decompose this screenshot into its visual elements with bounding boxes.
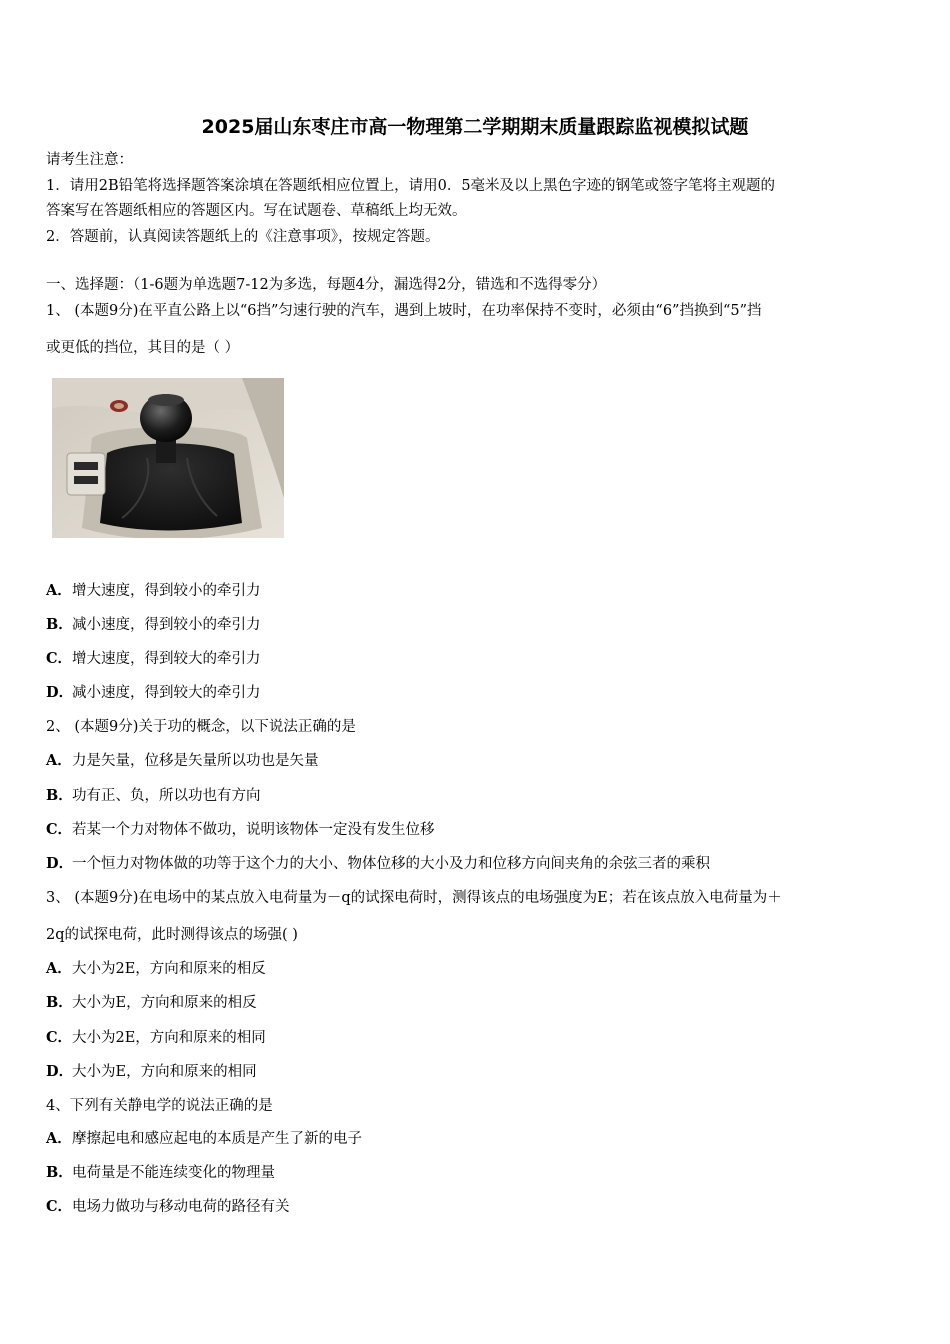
option-text: 大小为2E，方向和原来的相反 (72, 961, 266, 977)
q2-stem: 2、 (本题9分)关于功的概念，以下说法正确的是 (46, 719, 356, 735)
q3-stem-line-1: 3、 (本题9分)在电场中的某点放入电荷量为－q的试探电荷时，测得该点的电场强度为E；若在该点放入电荷量为＋ (46, 890, 782, 906)
q4-option-c (46, 1197, 290, 1217)
option-letter: B． (46, 1164, 73, 1181)
option-text: 大小为E，方向和原来的相反 (72, 995, 257, 1011)
option-letter: B． (46, 616, 73, 633)
option-letter: C． (46, 821, 73, 838)
option-letter: A． (46, 752, 72, 769)
section-header: 一、选择题：（1-6题为单选题7-12为多选，每题4分，漏选得2分，错选和不选得零分） (46, 277, 607, 293)
option-text: 电场力做功与移动电荷的路径有关 (72, 1199, 290, 1215)
q1-option-c (46, 649, 261, 669)
q1-stem-line-2: 或更低的挡位，其目的是（ ） (46, 340, 240, 356)
q2-option-b (46, 786, 261, 806)
option-text: 大小为2E，方向和原来的相同 (72, 1030, 266, 1046)
q2-option-d (46, 854, 710, 874)
option-letter: C． (46, 1198, 73, 1215)
option-text: 增大速度，得到较小的牵引力 (72, 583, 261, 599)
option-letter: B． (46, 787, 73, 804)
notice-item-2: 2．答题前，认真阅读答题纸上的《注意事项》，按规定答题。 (46, 229, 440, 245)
option-text: 电荷量是不能连续变化的物理量 (72, 1165, 275, 1181)
option-letter: A． (46, 960, 72, 977)
notice-item-1-line-1: 1．请用2B铅笔将选择题答案涂填在答题纸相应位置上，请用0．5毫米及以上黑色字迹的钢笔或签字笔将主观题的 (46, 178, 776, 194)
q1-option-d (46, 683, 261, 703)
q3-stem-line-2: 2q的试探电荷，此时测得该点的场强( ) (46, 927, 298, 943)
option-letter: A． (46, 582, 72, 599)
gear-shifter-image (52, 378, 284, 538)
q1-option-a (46, 581, 261, 601)
option-text: 减小速度，得到较小的牵引力 (72, 617, 261, 633)
q4-stem: 4、下列有关静电学的说法正确的是 (46, 1098, 273, 1114)
option-text: 功有正、负，所以功也有方向 (72, 788, 261, 804)
option-letter: D． (46, 684, 74, 701)
gear-shifter-photo (52, 378, 284, 538)
option-text: 若某一个力对物体不做功，说明该物体一定没有发生位移 (72, 822, 435, 838)
q4-option-b (46, 1163, 275, 1183)
option-text: 力是矢量，位移是矢量所以功也是矢量 (72, 753, 319, 769)
option-letter: B． (46, 994, 73, 1011)
q3-option-b (46, 993, 257, 1013)
q1-option-b (46, 615, 261, 635)
option-letter: D． (46, 855, 74, 872)
option-text: 摩擦起电和感应起电的本质是产生了新的电子 (72, 1131, 362, 1147)
option-text: 大小为E，方向和原来的相同 (72, 1064, 257, 1080)
option-letter: C． (46, 1029, 73, 1046)
exam-title: 2025届山东枣庄市高一物理第二学期期末质量跟踪监视模拟试题 (201, 116, 749, 138)
q3-option-a (46, 959, 266, 979)
option-letter: A． (46, 1130, 72, 1147)
notice-item-1-line-2: 答案写在答题纸相应的答题区内。写在试题卷、草稿纸上均无效。 (46, 203, 467, 219)
q3-option-c (46, 1028, 266, 1048)
q4-option-a (46, 1129, 362, 1149)
q1-stem-line-1: 1、 (本题9分)在平直公路上以“6挡”匀速行驶的汽车，遇到上坡时，在功率保持不变时，必须由“6”挡换到“5”挡 (46, 303, 762, 319)
option-letter: D． (46, 1063, 74, 1080)
option-text: 一个恒力对物体做的功等于这个力的大小、物体位移的大小及力和位移方向间夹角的余弦三者的乘积 (72, 856, 710, 872)
option-text: 增大速度，得到较大的牵引力 (72, 651, 261, 667)
q3-option-d (46, 1062, 257, 1082)
option-letter: C． (46, 650, 73, 667)
q2-option-c (46, 820, 435, 840)
option-text: 减小速度，得到较大的牵引力 (72, 685, 261, 701)
notice-heading: 请考生注意： (46, 152, 133, 168)
q2-option-a (46, 751, 319, 771)
